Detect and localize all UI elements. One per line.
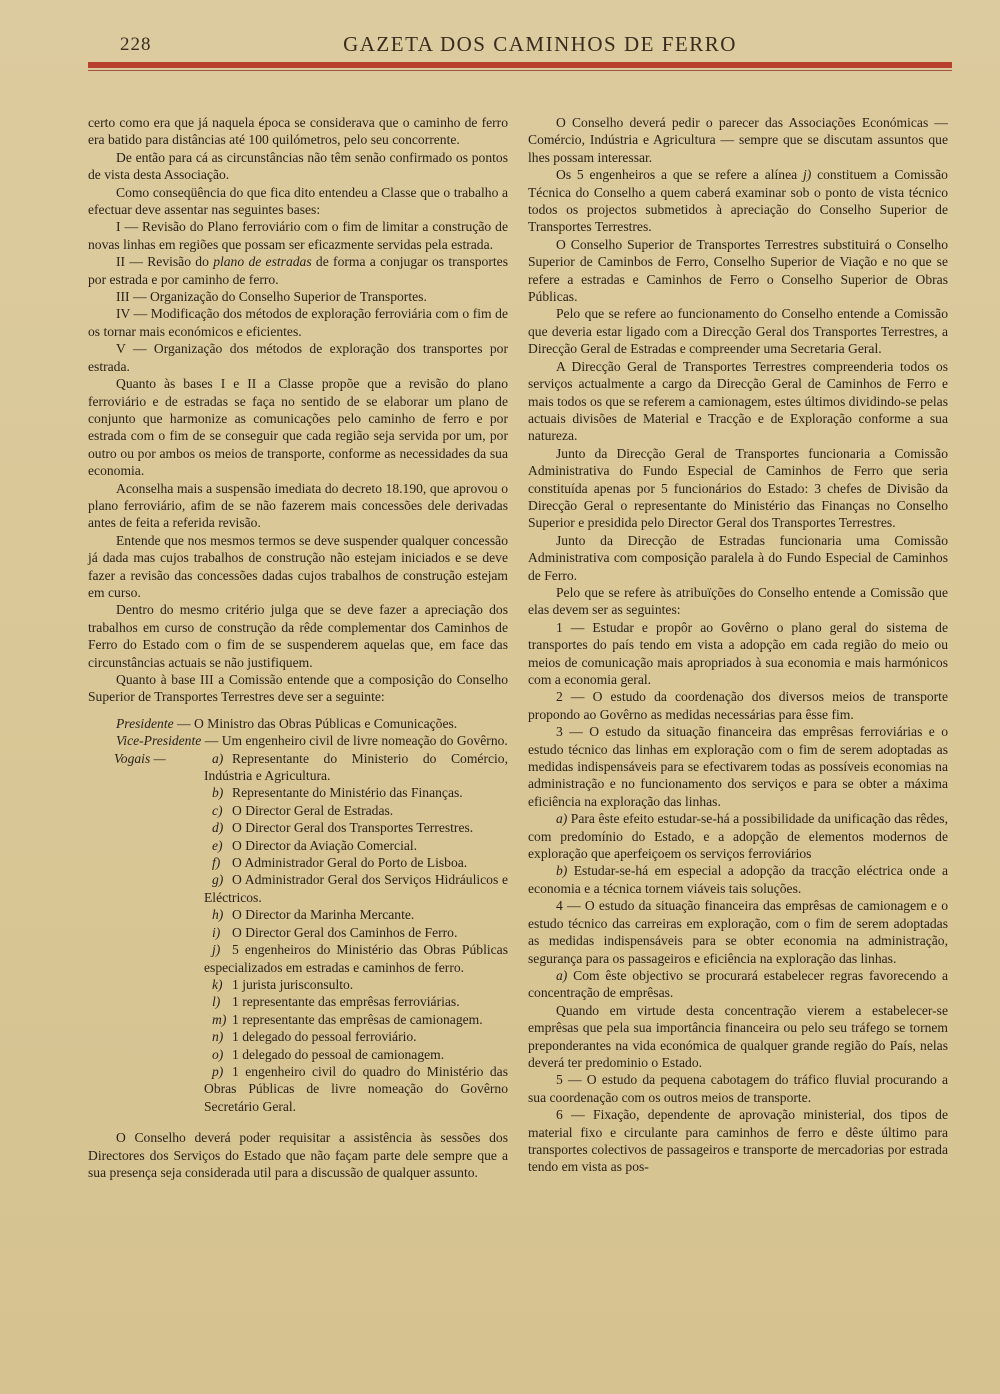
text-span: Estudar-se-há em especial a adopção da tracção eléctrica onde a economia e a técnica tornem viáveis tais soluções.	[528, 863, 948, 896]
paragraph: De então para cá as circunstâncias não têm senão confirmado os pontos de vista desta Associação.	[88, 149, 508, 183]
vogal-item	[88, 871, 508, 906]
paragraph	[528, 862, 948, 897]
paragraph	[528, 967, 948, 1002]
text-span: constituem a Comissão Técnica do Conselho a quem caberá examinar sob o ponto de vista técnico todos os projectos submetidos à apreciação do Conselho Superior de Transportes Terrestres.	[528, 167, 948, 235]
paragraph: Pelo que se refere ao funcionamento do Conselho entende a Comissão que deveria estar ligado com a Direcção Geral dos Transportes Terrestres, a Direcção Geral de Estradas e compreender uma Secretaria Geral.	[528, 306, 948, 357]
vogal-text: 1 representante das emprêsas de camionagem.	[232, 1011, 483, 1027]
journal-title: GAZETA DOS CAMINHOS DE FERRO	[343, 32, 737, 56]
vogal-item	[88, 993, 508, 1010]
paragraph	[528, 166, 948, 236]
vogal-item	[88, 819, 508, 836]
vogal-letter: j)	[212, 942, 221, 958]
vice-president-text: — Um engenheiro civil de livre nomeação do Govêrno.	[201, 733, 508, 749]
paragraph: A Direcção Geral de Transportes Terrestres compreenderia todos os serviços actualmente a cargo da Direcção Geral de Caminhos de Ferro e mais todos os que se referem a camionagem, estes últimos dividindo-se pelas actuais divisões de Material e Tracção e de Exploração conforme a sua natureza.	[528, 358, 948, 444]
paragraph: Quanto às bases I e II a Classe propõe que a revisão do plano ferroviário e de estradas se faça no sentido de se elaborar um plano de conjunto que harmonize as comunicações pelo caminho de ferro e por estrada com o fim de se conseguir que cada região seja servida por um, por outro ou por ambos os meios de transporte, conforme as necessidades da sua economia.	[88, 376, 508, 479]
paragraph	[528, 810, 948, 862]
vogal-text: 1 jurista jurisconsulto.	[232, 976, 354, 992]
item-letter: a)	[556, 811, 568, 827]
vogal-letter: d)	[212, 820, 224, 836]
vogal-letter: f)	[212, 855, 221, 871]
page-number: 228	[120, 34, 152, 55]
vogal-letter: i)	[212, 924, 221, 940]
vogal-text: Representante do Ministério das Finanças.	[232, 785, 463, 801]
paragraph	[88, 253, 508, 288]
paragraph: Quanto à base III a Comissão entende que a composição do Conselho Superior de Transportes Terrestres deve ser a seguinte:	[88, 672, 508, 705]
left-column	[88, 114, 508, 1181]
vogal-item	[88, 1011, 508, 1028]
vogal-letter: h)	[212, 907, 224, 923]
page-header	[88, 30, 952, 62]
vogal-letter: p)	[212, 1063, 224, 1079]
paragraph: O Conselho deverá poder requisitar a assistência às sessões dos Directores dos Serviços do Estado que não façam parte dele sempre que a sua presença seja considerada util para a discussão de qualquer assunto.	[88, 1130, 508, 1180]
vogal-text: O Administrador Geral do Porto de Lisboa.	[232, 855, 468, 871]
president-text: — O Ministro das Obras Públicas e Comunicações.	[173, 715, 458, 731]
item-letter: b)	[556, 863, 568, 879]
text-span: II — Revisão do	[116, 254, 214, 270]
paragraph: 5 — O estudo da pequena cabotagem do tráfico fluvial procurando a sua coordenação com os outros meios de transporte.	[528, 1072, 948, 1105]
paragraph: Entende que nos mesmos termos se deve suspender qualquer concessão já dada mas cujos trabalhos de construção não estejam iniciados e se deve fazer a revisão das concessões dadas cujos trabalhos de construção estejam em curso.	[88, 532, 508, 600]
paragraph: O Conselho Superior de Transportes Terrestres substituirá o Conselho Superior de Caminbos de Ferro, Conselho Superior de Viação e no que se refere a estradas e Caminhos de Ferro o Conselho Superior de Obras Públicas.	[528, 236, 948, 305]
italic-span: j)	[802, 167, 812, 183]
header-rule	[88, 62, 952, 68]
vogal-item	[88, 976, 508, 993]
vogal-item	[88, 924, 508, 941]
paragraph: 1 — Estudar e propôr ao Govêrno o plano geral do sistema de transportes do país tendo em vista a adopção em cada região do meio ou meios de comunicação mais apropriados à sua economia e mais harmónicos com a economia geral.	[528, 619, 948, 687]
vogal-text: 5 engenheiros do Ministério das Obras Públicas especializados em estradas e caminhos de ferro.	[204, 942, 508, 975]
vogal-text: 1 engenheiro civil do quadro do Ministério das Obras Públicas de livre nomeação do Govêrno Secretário Geral.	[204, 1063, 508, 1114]
vogal-item	[88, 854, 508, 871]
president-line	[88, 715, 508, 732]
vogal-letter: e)	[212, 837, 223, 853]
vogal-item	[88, 1028, 508, 1045]
vogal-letter: g)	[212, 872, 224, 888]
paragraph: 3 — O estudo da situação financeira das emprêsas ferroviárias e o estudo técnico das linhas em exploração com o fim de serem adoptadas as medidas indispensáveis para se efectivarem todas as possíveis economias na administração e no funcionamento dos serviços e para se obter a máxima eficiência na exploração das linhas.	[528, 724, 948, 809]
paragraph: certo como era que já naquela época se considerava que o caminho de ferro era batido para distâncias até 100 quilómetros, pelo seu concorrente.	[88, 115, 508, 148]
vogal-letter: a)	[212, 750, 224, 766]
paragraph: I — Revisão do Plano ferroviário com o fim de limitar a construção de novas linhas em regiões que possam ser eficazmente servidas pela estrada.	[88, 219, 508, 252]
vogal-text: O Director Geral dos Transportes Terrestres.	[232, 820, 474, 836]
vogal-letter: m)	[212, 1011, 227, 1027]
vogal-text: O Administrador Geral dos Serviços Hidráulicos e Eléctricos.	[204, 872, 508, 905]
vogais-label: Vogais —	[114, 750, 166, 766]
paragraph: O Conselho deverá pedir o parecer das Associações Económicas — Comércio, Indústria e Agricultura — sempre que se discutam assuntos que lhes possam interessar.	[528, 115, 948, 165]
italic-span: plano de estradas	[213, 254, 312, 270]
header-rule-thin	[88, 70, 952, 71]
vogal-text: 1 representante das emprêsas ferroviárias.	[232, 994, 460, 1010]
vogais-list	[88, 750, 508, 1116]
vogal-letter: c)	[212, 802, 223, 818]
vogal-letter: n)	[212, 1029, 224, 1045]
paragraph: Pelo que se refere às atribuïções do Conselho entende a Comissão que elas devem ser as seguintes:	[528, 584, 948, 618]
vogal-text: O Director Geral dos Caminhos de Ferro.	[232, 924, 458, 940]
paragraph: V — Organização dos métodos de exploração dos transportes por estrada.	[88, 341, 508, 374]
paragraph: Quando em virtude desta concentração vierem a estabelecer-se emprêsas que pela sua importância financeira ou pelo seu tráfego se tornem preponderantes na vida económica de qualquer grande região do País, nelas deverá ter predominio o Estado.	[528, 1002, 948, 1070]
vogal-item	[88, 750, 508, 785]
vogal-item	[88, 784, 508, 801]
paragraph: Como conseqüência do que fica dito entendeu a Classe que o trabalho a efectuar deve assentar nas seguintes bases:	[88, 184, 508, 218]
vice-president-line	[88, 732, 508, 749]
vogal-letter: o)	[212, 1046, 224, 1062]
vogal-letter: k)	[212, 976, 223, 992]
vogal-text: O Director Geral de Estradas.	[232, 802, 394, 818]
paragraph: 4 — O estudo da situação financeira das emprêsas de camionagem e o estudo técnico das carreiras em exploração, com o fim de serem adoptadas as medidas indispensáveis para se obter economia na administração, segurança para os passageiros e eficiência na exploração das linhas.	[528, 898, 948, 966]
vogal-text: O Director da Marinha Mercante.	[232, 907, 415, 923]
right-column	[528, 114, 948, 1176]
vogal-letter: b)	[212, 785, 224, 801]
paragraph: 6 — Fixação, dependente de aprovação ministerial, dos tipos de material fixo e circulante para caminhos de ferro e dêste último para transportes colectivos de passageiros e transporte de mercadorias por estrada tendo em vista as pos-	[528, 1107, 948, 1175]
vogal-text: O Director da Aviação Comercial.	[232, 837, 418, 853]
paragraph: IV — Modificação dos métodos de exploração ferroviária com o fim de os tornar mais económicos e eficientes.	[88, 306, 508, 339]
paragraph: Junto da Direcção de Estradas funcionaria uma Comissão Administrativa com composição paralela à do Fundo Especial de Caminhos de Ferro.	[528, 532, 948, 583]
vogal-text: 1 delegado do pessoal ferroviário.	[232, 1029, 417, 1045]
item-letter: a)	[556, 967, 568, 983]
text-span: de forma a conjugar os transportes por estrada e por caminho de ferro.	[88, 254, 508, 287]
paragraph: 2 — O estudo da coordenação dos diversos meios de transporte propondo ao Govêrno as medidas necessárias para êsse fim.	[528, 689, 948, 722]
vogal-item	[88, 837, 508, 854]
vogal-text: Representante do Ministerio do Comércio, Indústria e Agricultura.	[204, 750, 508, 784]
paragraph: III — Organização do Conselho Superior de Transportes.	[116, 289, 427, 305]
text-span: Para êste efeito estudar-se-há a possibilidade da unificação das rêdes, com predomínio do Estado, e a adopção de elementos modernos de exploração que aperfeiçoem os serviços ferroviários	[528, 811, 948, 862]
text-span: Com êste objectivo se procurará estabelecer regras favorecendo a concentração de emprêsas.	[528, 967, 948, 1001]
vice-president-label: Vice-Presidente	[116, 733, 202, 749]
vogal-item	[88, 802, 508, 819]
paragraph: Junto da Direcção Geral de Transportes funcionaria a Comissão Administrativa do Fundo Especial de Caminhos de Ferro que seria constituída apenas por 5 funcionários do Estado: 3 chefes de Divisão da Direcção Geral o representante do Ministério das Finanças no Conselho Superior e presidida pelo Director Geral dos Transportes Terrestres.	[528, 445, 948, 531]
vogal-item	[88, 906, 508, 923]
president-label: Presidente	[116, 715, 174, 731]
vogal-text: 1 delegado do pessoal de camionagem.	[232, 1046, 445, 1062]
vogal-item	[88, 941, 508, 976]
text-span: Os 5 engenheiros a que se refere a alínea	[556, 167, 803, 183]
vogal-item	[88, 1046, 508, 1063]
paragraph: Dentro do mesmo critério julga que se deve fazer a apreciação dos trabalhos em curso de construção da rêde complementar dos Caminhos de Ferro do Estado com o fim de se suspenderem aquelas que, em face das circunstâncias actuais se não justifiquem.	[88, 602, 508, 670]
paragraph: Aconselha mais a suspensão imediata do decreto 18.190, que aprovou o plano ferroviário, afim de se não fazerem mais concessões dele derivadas antes de feita a referida revisão.	[88, 480, 508, 531]
vogal-letter: l)	[212, 994, 221, 1010]
vogal-item	[88, 1063, 508, 1115]
